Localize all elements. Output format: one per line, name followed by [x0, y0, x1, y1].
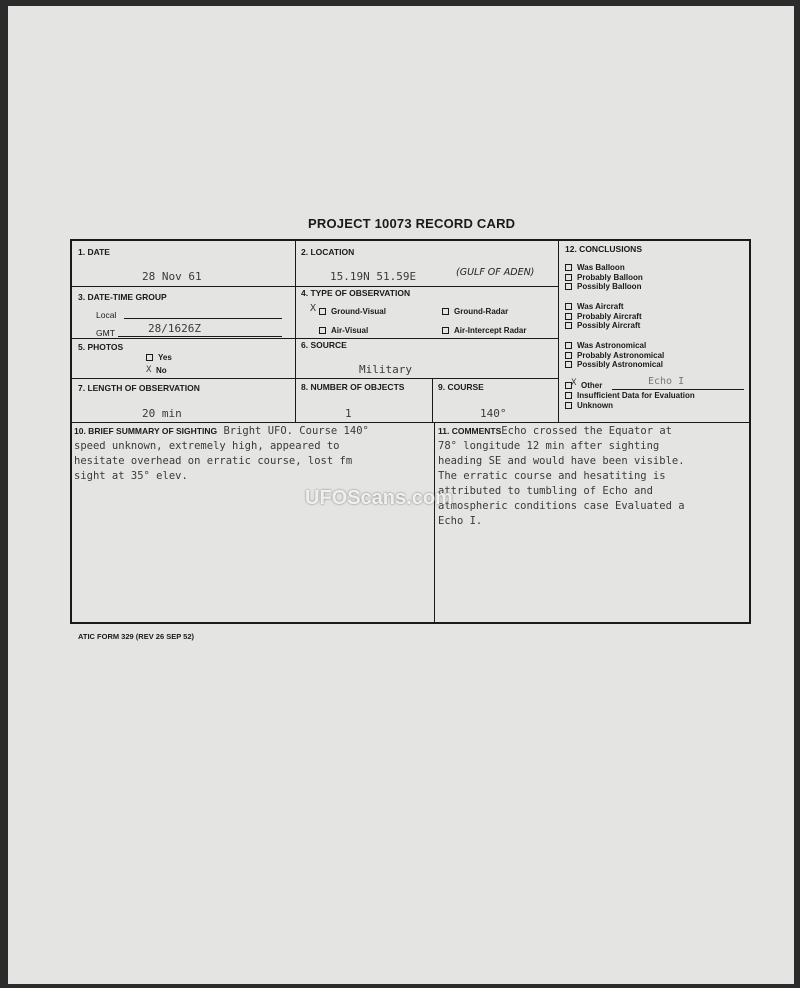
- conclusion-text: Was Balloon: [577, 263, 625, 272]
- conclusion-probably-astronomical[interactable]: [565, 351, 664, 360]
- conclusion-possibly-aircraft[interactable]: [565, 321, 640, 330]
- location-note: (GULF OF ADEN): [456, 267, 535, 278]
- conclusion-text: Unknown: [577, 401, 613, 410]
- divider-objects-course: [432, 378, 433, 422]
- air-intercept-checkbox[interactable]: [442, 327, 449, 334]
- divider-summary-comments: [434, 422, 435, 624]
- conclusion-other-line: [612, 389, 744, 390]
- comments-line-5: attributed to tumbling of Echo and: [438, 485, 653, 497]
- conclusion-text: Possibly Balloon: [577, 282, 642, 291]
- conclusion-checkbox[interactable]: [565, 402, 572, 409]
- conclusion-was-astronomical[interactable]: [565, 341, 646, 350]
- comments-text: Echo crossed the Equator at: [501, 425, 672, 437]
- divider-row4: [72, 422, 749, 423]
- dtg-local-label: Local: [96, 310, 117, 320]
- conclusion-text: Was Aircraft: [577, 302, 624, 311]
- conclusion-other-mark: X: [571, 378, 577, 388]
- dtg-gmt-line: [118, 336, 282, 337]
- comments-line-2: 78° longitude 12 min after sighting: [438, 440, 660, 452]
- summary-line-1: [74, 424, 369, 439]
- comments-line-7: Echo I.: [438, 515, 483, 527]
- summary-label: 10. BRIEF SUMMARY OF SIGHTING: [74, 426, 218, 436]
- divider-row2: [72, 338, 558, 339]
- conclusion-checkbox[interactable]: [565, 352, 572, 359]
- air-visual-checkbox[interactable]: [319, 327, 326, 334]
- conclusion-unknown[interactable]: [565, 401, 613, 410]
- ground-radar-checkbox[interactable]: [442, 308, 449, 315]
- divider-main-vertical: [295, 241, 296, 422]
- length-label: 7. LENGTH OF OBSERVATION: [78, 383, 200, 393]
- conclusion-probably-balloon[interactable]: [565, 273, 643, 282]
- conclusion-was-balloon[interactable]: [565, 263, 625, 272]
- photos-yes-checkbox[interactable]: [146, 354, 153, 361]
- conclusion-checkbox[interactable]: [565, 322, 572, 329]
- divider-row1: [72, 286, 558, 287]
- conclusion-checkbox[interactable]: [565, 274, 572, 281]
- air-intercept-text: Air-Intercept Radar: [454, 326, 527, 335]
- location-value: 15.19N 51.59E: [330, 270, 417, 283]
- observation-label: 4. TYPE OF OBSERVATION: [301, 288, 411, 298]
- dtg-label: 3. DATE-TIME GROUP: [78, 292, 167, 302]
- divider-conclusions: [558, 241, 559, 422]
- dtg-gmt-value: 28/1626Z: [148, 322, 201, 335]
- divider-row3: [72, 378, 558, 379]
- ground-visual-text: Ground-Visual: [331, 307, 386, 316]
- ground-radar-text: Ground-Radar: [454, 307, 509, 316]
- source-value: Military: [359, 363, 412, 376]
- conclusion-checkbox[interactable]: [565, 283, 572, 290]
- air-visual-option[interactable]: [319, 326, 368, 335]
- conclusion-other-text: Other: [581, 381, 603, 390]
- conclusion-checkbox[interactable]: [565, 303, 572, 310]
- location-label: 2. LOCATION: [301, 247, 355, 257]
- conclusion-text: Probably Astronomical: [577, 351, 665, 360]
- conclusion-text: Insufficient Data for Evaluation: [577, 391, 695, 400]
- conclusion-other[interactable]: [565, 381, 602, 390]
- objects-value: 1: [345, 407, 352, 420]
- summary-line-4: sight at 35° elev.: [74, 470, 188, 482]
- summary-line-2: speed unknown, extremely high, appeared to: [74, 440, 340, 452]
- course-value: 140°: [480, 407, 507, 420]
- air-visual-text: Air-Visual: [331, 326, 369, 335]
- dtg-local-line: [124, 318, 282, 319]
- conclusion-was-aircraft[interactable]: [565, 302, 624, 311]
- course-label: 9. COURSE: [438, 382, 484, 392]
- photos-yes-text: Yes: [158, 353, 172, 362]
- ground-visual-checkbox[interactable]: [319, 308, 326, 315]
- ground-radar-option[interactable]: [442, 307, 508, 316]
- conclusion-checkbox[interactable]: [565, 382, 572, 389]
- conclusion-text: Was Astronomical: [577, 341, 647, 350]
- photos-no-option[interactable]: [156, 366, 167, 375]
- watermark-text: UFOScans.com: [305, 487, 453, 509]
- comments-line-4: The erratic course and hesatiting is: [438, 470, 666, 482]
- comments-line-6: atmospheric conditions case Evaluated a: [438, 500, 685, 512]
- air-intercept-option[interactable]: [442, 326, 526, 335]
- summary-text: Bright UFO. Course 140°: [223, 425, 369, 437]
- conclusion-checkbox[interactable]: [565, 392, 572, 399]
- comments-line-1: [438, 424, 685, 439]
- source-label: 6. SOURCE: [301, 340, 347, 350]
- conclusion-text: Probably Balloon: [577, 273, 643, 282]
- summary-block: [74, 424, 369, 484]
- length-value: 20 min: [142, 407, 182, 420]
- objects-label: 8. NUMBER OF OBJECTS: [301, 382, 405, 392]
- ground-visual-mark: X: [310, 303, 317, 314]
- comments-line-3: heading SE and would have been visible.: [438, 455, 685, 467]
- conclusion-other-value: Echo I: [648, 376, 685, 387]
- date-label: 1. DATE: [78, 247, 110, 257]
- photos-no-mark: X: [146, 365, 152, 375]
- conclusions-label: 12. CONCLUSIONS: [565, 244, 642, 254]
- conclusion-checkbox[interactable]: [565, 264, 572, 271]
- form-number: ATIC FORM 329 (REV 26 SEP 52): [78, 632, 195, 641]
- comments-block: [438, 424, 685, 529]
- conclusion-checkbox[interactable]: [565, 342, 572, 349]
- summary-line-3: hesitate overhead on erratic course, lost fm: [74, 455, 353, 467]
- record-card: [70, 239, 751, 624]
- conclusion-checkbox[interactable]: [565, 361, 572, 368]
- conclusion-possibly-astronomical[interactable]: [565, 360, 663, 369]
- date-value: 28 Nov 61: [142, 270, 202, 283]
- conclusion-text: Probably Aircraft: [577, 312, 642, 321]
- dtg-gmt-label: GMT: [96, 328, 115, 338]
- card-title: PROJECT 10073 RECORD CARD: [308, 216, 516, 231]
- conclusion-insufficient[interactable]: [565, 391, 695, 400]
- ground-visual-option[interactable]: [319, 307, 386, 316]
- conclusion-possibly-balloon[interactable]: [565, 282, 641, 291]
- comments-label: 11. COMMENTS: [438, 426, 502, 436]
- conclusion-text: Possibly Aircraft: [577, 321, 641, 330]
- photos-no-text: No: [156, 366, 167, 375]
- conclusion-text: Possibly Astronomical: [577, 360, 663, 369]
- conclusion-probably-aircraft[interactable]: [565, 312, 642, 321]
- photos-label: 5. PHOTOS: [78, 342, 124, 352]
- conclusion-checkbox[interactable]: [565, 313, 572, 320]
- photos-yes-option[interactable]: [146, 353, 172, 362]
